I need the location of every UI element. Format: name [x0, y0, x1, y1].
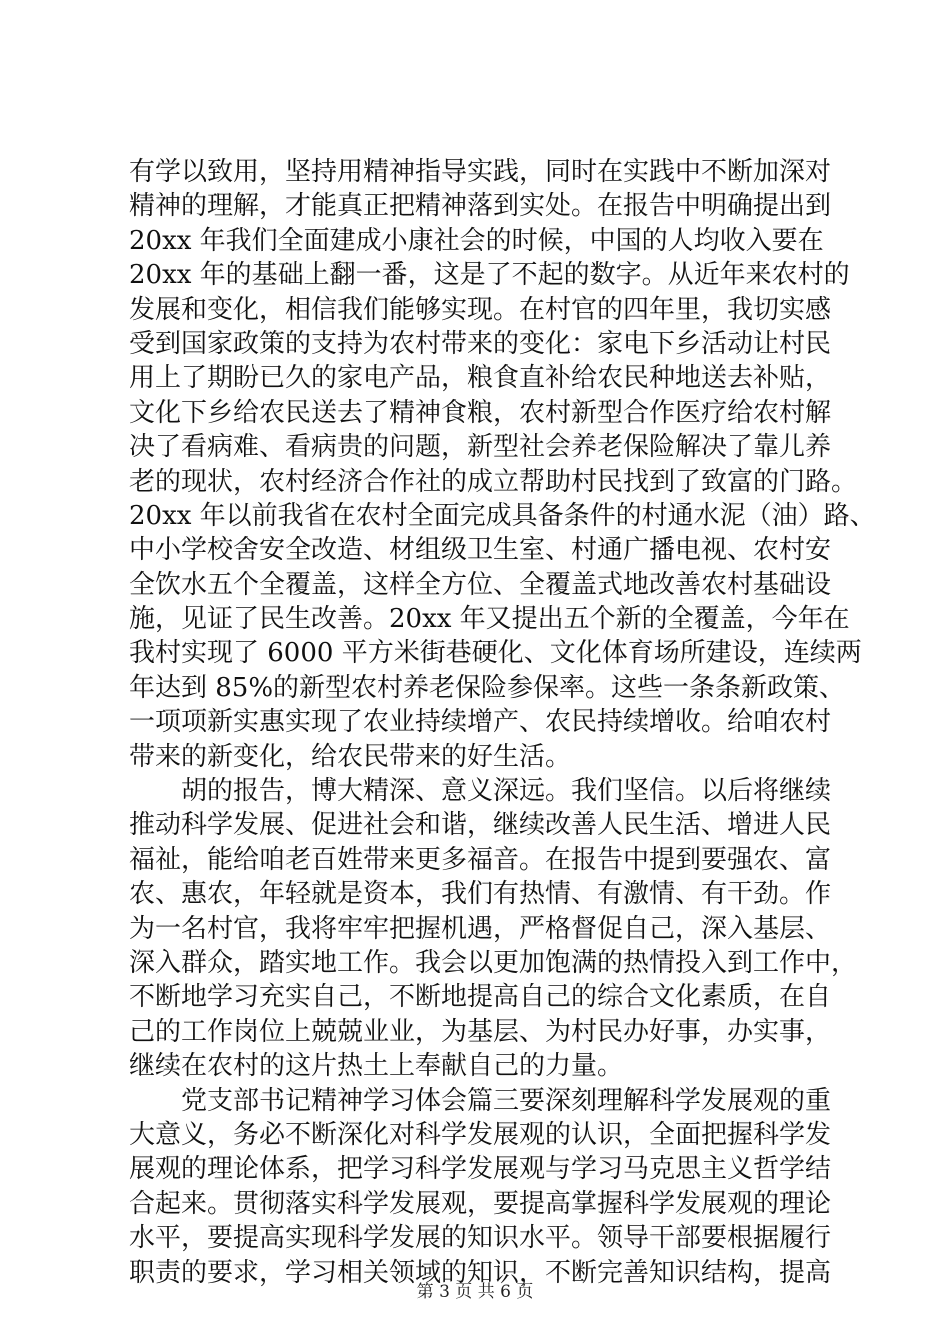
text-line: 展观的理论体系，把学习科学发展观与学习马克思主义哲学结 [129, 1154, 832, 1185]
text-line: 年达到 85%的新型农村养老保险参保率。这些一条条新政策、 [129, 672, 846, 703]
text-line: 党支部书记精神学习体会篇三要深刻理解科学发展观的重 [181, 1085, 832, 1116]
text-line: 深入群众，踏实地工作。我会以更加饱满的热情投入到工作中， [129, 947, 858, 978]
text-line: 20xx 年的基础上翻一番，这是了不起的数字。从近年来农村的 [129, 260, 850, 291]
text-line: 己的工作岗位上兢兢业业，为基层、为村民办好事，办实事， [129, 1016, 832, 1047]
text-line: 不断地学习充实自己，不断地提高自己的综合文化素质，在自 [129, 982, 832, 1013]
text-line: 全饮水五个全覆盖，这样全方位、全覆盖式地改善农村基础设 [129, 569, 832, 600]
text-line: 大意义，务必不断深化对科学发展观的认识，全面把握科学发 [129, 1119, 832, 1150]
text-line: 我村实现了 6000 平方米街巷硬化、文化体育场所建设，连续两 [129, 638, 862, 669]
page-footer [0, 1277, 950, 1302]
text-line: 农、惠农，年轻就是资本，我们有热情、有激情、有干劲。作 [129, 879, 832, 910]
text-line: 20xx 年我们全面建成小康社会的时候，中国的人均收入要在 [129, 225, 824, 256]
page-number-label: 第 3 页 共 6 页 [416, 1282, 534, 1302]
text-line: 继续在农村的这片热土上奉献自己的力量。 [129, 1051, 624, 1082]
text-line: 施，见证了民生改善。20xx 年又提出五个新的全覆盖，今年在 [129, 604, 850, 635]
text-line: 中小学校舍安全改造、材组级卫生室、村通广播电视、农村安 [129, 535, 832, 566]
text-line: 福祉，能给咱老百姓带来更多福音。在报告中提到要强农、富 [129, 844, 832, 875]
document-body [129, 155, 876, 1290]
text-line: 发展和变化，相信我们能够实现。在村官的四年里，我切实感 [129, 294, 832, 325]
text-line: 20xx 年以前我省在农村全面完成具备条件的村通水泥（油）路、 [129, 500, 876, 531]
text-line: 合起来。贯彻落实科学发展观，要提高掌握科学发展观的理论 [129, 1188, 832, 1219]
text-line: 胡的报告，博大精深、意义深远。我们坚信。以后将继续 [181, 776, 832, 807]
text-line: 职责的要求，学习相关领域的知识，不断完善知识结构，提高 [129, 1257, 832, 1288]
text-line: 为一名村官，我将牢牢把握机遇，严格督促自己，深入基层、 [129, 913, 832, 944]
text-line: 用上了期盼已久的家电产品，粮食直补给农民种地送去补贴， [129, 363, 832, 394]
text-line: 决了看病难、看病贵的问题，新型社会养老保险解决了靠儿养 [129, 432, 832, 463]
text-line: 水平，要提高实现科学发展的知识水平。领导干部要根据履行 [129, 1223, 832, 1254]
text-line: 推动科学发展、促进社会和谐，继续改善人民生活、增进人民 [129, 810, 832, 841]
text-line: 精神的理解，才能真正把精神落到实处。在报告中明确提出到 [129, 191, 832, 222]
text-line: 带来的新变化，给农民带来的好生活。 [129, 741, 572, 772]
text-line: 一项项新实惠实现了农业持续增产、农民持续增收。给咱农村 [129, 707, 832, 738]
text-line: 文化下乡给农民送去了精神食粮，农村新型合作医疗给农村解 [129, 397, 832, 428]
text-line: 老的现状，农村经济合作社的成立帮助村民找到了致富的门路。 [129, 466, 858, 497]
text-line: 受到国家政策的支持为农村带来的变化：家电下乡活动让村民 [129, 328, 832, 359]
text-line: 有学以致用，坚持用精神指导实践，同时在实践中不断加深对 [129, 157, 832, 187]
